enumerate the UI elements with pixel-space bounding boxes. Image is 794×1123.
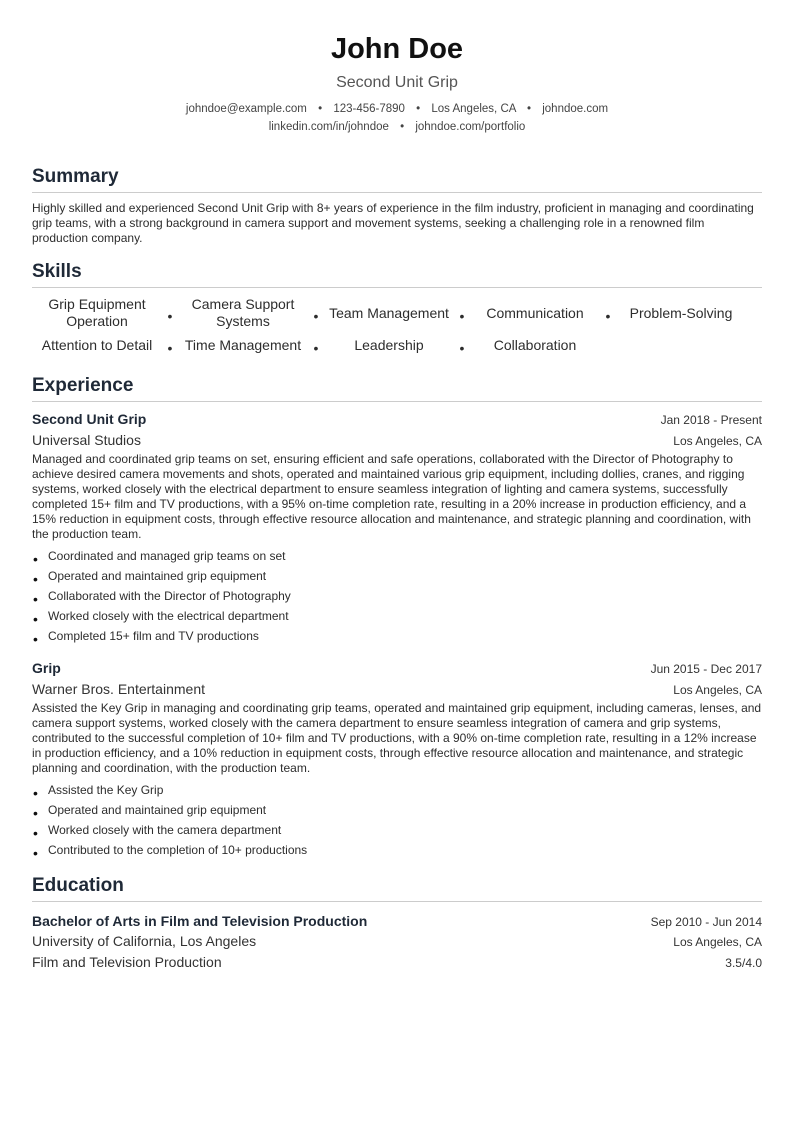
summary-heading: Summary [32, 165, 762, 193]
job-company: Universal Studios [32, 432, 141, 448]
skill-item: Problem-Solving [629, 304, 733, 321]
contact-location: Los Angeles, CA [431, 103, 516, 115]
job-header-row [32, 659, 762, 678]
skills-heading: Skills [32, 260, 762, 288]
skill-item: Time Management [184, 336, 302, 353]
skill-separator: • [605, 308, 611, 324]
candidate-role: Second Unit Grip [336, 74, 458, 91]
job-bullets [32, 780, 762, 860]
degree-row [32, 912, 762, 931]
separator-dot: • [318, 103, 323, 115]
job-description: Assisted the Key Grip in managing and coordinating grip teams, operated and maintained grip equipment, including cameras, lenses, and camera support systems, worked closely with the camera department to ensure seamless integration of camera and grip systems, contributed to the successful completion of 10+ film and TV productions, with a 90% on-time completion rate, resulting in a 12% increase in production efficiency, and a 10% reduction in equipment costs, through effective resource allocation and maintenance, and strategic planning and coordination, with the production team. [32, 701, 762, 775]
skill-separator: • [459, 308, 465, 324]
job-dates: Jun 2015 - Dec 2017 [650, 662, 762, 676]
job-bullets [32, 546, 762, 646]
skill-item: Collaboration [493, 336, 577, 353]
skill-item: Grip Equipment Operation [48, 296, 146, 329]
gpa: 3.5/4.0 [725, 956, 762, 970]
job-company-row [32, 429, 762, 451]
school-name: University of California, Los Angeles [32, 933, 257, 949]
skills-grid [32, 296, 762, 356]
education-section [32, 874, 762, 973]
skill-item: Leadership [354, 336, 424, 353]
job-company: Warner Bros. Entertainment [32, 681, 205, 697]
skill-item: Team Management [329, 304, 449, 321]
candidate-name: John Doe [330, 33, 464, 65]
school-location: Los Angeles, CA [673, 935, 762, 949]
experience-heading: Experience [32, 374, 762, 402]
job-bullet: • Contributed to the completion of 10+ productions [32, 840, 762, 860]
summary-text: Highly skilled and experienced Second Unit Grip with 8+ years of experience in the film industry, proficient in managing and coordinating grip teams, with a strong background in camera support and movement systems, seeking a challenging role in a renowned film production company. [32, 201, 754, 245]
job-description: Managed and coordinated grip teams on set, ensuring efficient and safe operations, collaborated with the Director of Photography to achieve desired camera movements and shots, operated and maintained various grip equipment, including dollies, cranes, and rigging systems, worked closely with the electrical department to ensure seamless integration of lighting and camera systems, successfully completed 15+ film and TV productions, with a 95% on-time completion rate, resulting in a 20% increase in production efficiency, and a 15% reduction in equipment costs, through effective resource allocation and maintenance, and strategic planning and coordination, with the production team. [32, 452, 751, 541]
school-row [32, 931, 762, 952]
experience-section [32, 374, 762, 860]
job-entry [32, 659, 762, 860]
skill-separator: • [459, 340, 465, 356]
job-entry [32, 410, 762, 646]
job-bullet: • Operated and maintained grip equipment [32, 800, 762, 820]
contact-line-2 [32, 118, 762, 136]
job-title: Second Unit Grip [32, 411, 147, 427]
job-header-row [32, 410, 762, 429]
job-bullet: • Operated and maintained grip equipment [32, 566, 762, 586]
skills-section [32, 260, 762, 356]
degree-title: Bachelor of Arts in Film and Television Production [32, 913, 368, 929]
separator-dot: • [416, 103, 421, 115]
education-entry [32, 912, 762, 973]
separator-dot: • [400, 121, 405, 133]
skill-separator: • [313, 308, 319, 324]
field-row [32, 952, 762, 973]
contact-linkedin[interactable]: linkedin.com/in/johndoe [268, 121, 389, 133]
skill-separator: • [313, 340, 319, 356]
contact-portfolio[interactable]: johndoe.com/portfolio [415, 121, 526, 133]
contact-line-1 [32, 100, 762, 118]
job-bullet: • Worked closely with the camera department [32, 820, 762, 840]
job-company-row [32, 678, 762, 700]
job-dates: Jan 2018 - Present [660, 413, 762, 427]
skill-separator: • [167, 308, 173, 324]
job-bullet: • Worked closely with the electrical department [32, 606, 762, 626]
education-dates: Sep 2010 - Jun 2014 [650, 915, 762, 929]
summary-section [32, 165, 762, 246]
contact-website[interactable]: johndoe.com [542, 103, 609, 115]
skill-item: Camera Support Systems [191, 296, 295, 329]
field-of-study: Film and Television Production [32, 954, 222, 970]
job-bullet: • Completed 15+ film and TV productions [32, 626, 762, 646]
contact-phone[interactable]: 123-456-7890 [333, 103, 405, 115]
job-location: Los Angeles, CA [673, 434, 762, 448]
skill-item: Communication [486, 304, 584, 321]
education-heading: Education [32, 874, 762, 902]
job-title: Grip [32, 660, 61, 676]
job-bullet: • Coordinated and managed grip teams on set [32, 546, 762, 566]
skill-separator: • [167, 340, 173, 356]
job-location: Los Angeles, CA [673, 683, 762, 697]
skill-item: Attention to Detail [41, 336, 153, 353]
job-bullet: • Assisted the Key Grip [32, 780, 762, 800]
job-bullet: • Collaborated with the Director of Photography [32, 586, 762, 606]
contact-email[interactable]: johndoe@example.com [185, 103, 307, 115]
separator-dot: • [527, 103, 532, 115]
resume-header [32, 0, 762, 136]
